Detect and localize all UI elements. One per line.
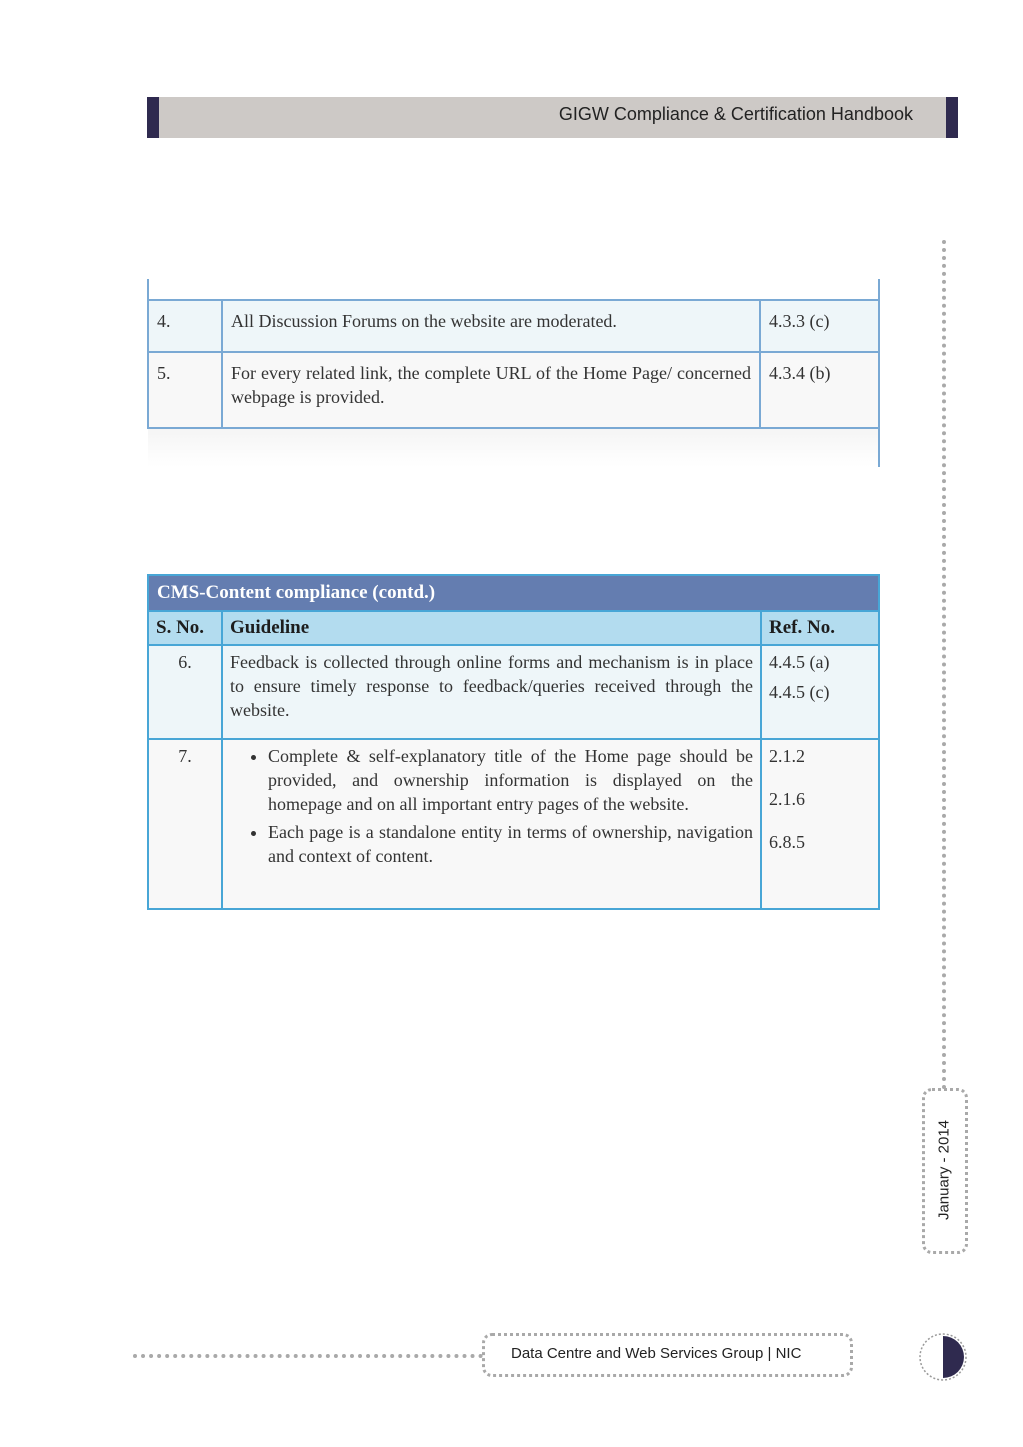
ref-number: 2.1.6 xyxy=(769,789,805,809)
ref-number: 2.1.2 xyxy=(769,746,805,766)
table-tail xyxy=(148,428,879,467)
cms-content-compliance-table xyxy=(147,574,880,910)
footer-dotted-rule xyxy=(133,1354,483,1358)
page-header-title: GIGW Compliance & Certification Handbook xyxy=(558,104,913,124)
row-sno: 5. xyxy=(148,352,222,428)
ref-number: 4.4.5 (c) xyxy=(769,682,830,702)
table-row xyxy=(148,645,879,739)
row-sno: 6. xyxy=(148,645,222,739)
row-guideline: All Discussion Forums on the website are moderated. xyxy=(222,300,760,352)
row-guideline-list xyxy=(222,739,761,909)
guideline-bullet: • Each page is a standalone entity in terms of ownership, navigation and context of content. xyxy=(268,820,753,868)
row-sno: 4. xyxy=(148,300,222,352)
row-sno: 7. xyxy=(148,739,222,909)
column-header-sno: S. No. xyxy=(148,611,222,645)
header-accent-left xyxy=(147,97,159,138)
side-dotted-rule xyxy=(942,240,946,1090)
header-accent-right xyxy=(946,97,958,138)
table-row xyxy=(148,352,879,428)
table-caption: CMS-Content compliance (contd.) xyxy=(148,575,879,611)
row-guideline: Feedback is collected through online forms and mechanism is in place to ensure timely response to feedback/queries received through the website. xyxy=(222,645,761,739)
row-ref: 4.3.3 (c) xyxy=(760,300,879,352)
table-top-gap xyxy=(148,279,879,300)
footer-text: Data Centre and Web Services Group | NIC xyxy=(511,1345,802,1362)
compliance-table-continued xyxy=(147,279,880,467)
row-refs xyxy=(761,739,879,909)
ref-number: 6.8.5 xyxy=(769,832,805,852)
guideline-bullet: • Complete & self-explanatory title of the Home page should be provided, and ownership information is displayed on the homepage and on all important entry pages of the website. xyxy=(268,744,753,816)
table-row xyxy=(148,739,879,909)
date-label: January - 2014 xyxy=(935,1119,953,1221)
table-row xyxy=(148,300,879,352)
ref-number: 4.4.5 (a) xyxy=(769,652,830,672)
half-moon-logo-icon xyxy=(918,1332,968,1382)
row-guideline: For every related link, the complete URL of the Home Page/ concerned webpage is provided. xyxy=(222,352,760,428)
row-ref: 4.3.4 (b) xyxy=(760,352,879,428)
row-refs xyxy=(761,645,879,739)
column-header-ref: Ref. No. xyxy=(761,611,879,645)
column-header-guideline: Guideline xyxy=(222,611,761,645)
